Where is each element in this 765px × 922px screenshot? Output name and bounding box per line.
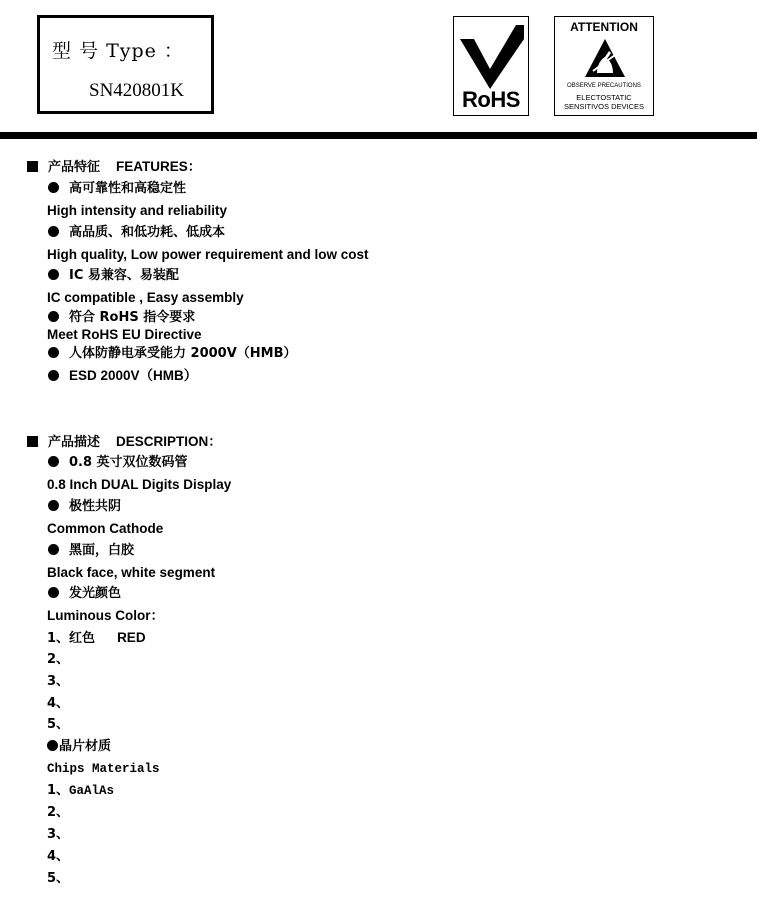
feature-item-en: Meet RoHS EU Directive: [47, 327, 202, 342]
bullet-icon: [48, 347, 59, 358]
color-item: 5、: [47, 717, 70, 732]
bullet-icon: [48, 587, 59, 598]
bullet-icon: [48, 456, 59, 467]
bullet-icon: [48, 544, 59, 555]
description-item-en: 0.8 Inch DUAL Digits Display: [47, 477, 232, 492]
description-item-cn: 0.8 英寸双位数码管: [48, 455, 188, 471]
feature-item-cn: IC 易兼容、易装配: [48, 268, 179, 284]
rohs-label: RoHS: [462, 87, 520, 112]
square-bullet-icon: [27, 436, 38, 447]
feature-item-cn: 高可靠性和高稳定性: [48, 181, 186, 197]
square-bullet-icon: [27, 161, 38, 172]
esd-observe-text: OBSERVE PRECAUTIONS: [567, 83, 641, 89]
feature-item-en: High quality, Low power requirement and low cost: [47, 247, 369, 262]
type-label: 型 号 Type ：: [52, 40, 184, 62]
type-box: [37, 15, 214, 114]
description-item-cn: 黑面，白胶: [48, 543, 134, 559]
chip-item: 2、: [47, 805, 70, 820]
feature-item-cn: ESD 2000V（HMB）: [48, 368, 197, 385]
description-item-cn: 发光颜色: [48, 586, 121, 602]
description-heading: 产品描述 DESCRIPTION：: [27, 434, 222, 451]
color-item: 2、: [47, 652, 70, 667]
chips-heading-en: Chips Materials: [47, 762, 160, 776]
chip-item: 1、GaAlAs: [47, 783, 115, 798]
color-item: 1、红色 RED: [47, 630, 146, 646]
esd-electostatic-text: ELECTOSTATIC: [576, 93, 632, 102]
chip-item: 3、: [47, 827, 70, 842]
color-item: 3、: [47, 674, 70, 689]
chip-item: 4、: [47, 849, 70, 864]
header-rule: [0, 132, 757, 139]
esd-warning-icon: [583, 37, 627, 79]
bullet-icon: [48, 500, 59, 511]
chip-item: 5、: [47, 871, 70, 886]
bullet-icon: [47, 740, 58, 751]
rohs-logo: [453, 16, 529, 116]
feature-item-en: IC compatible , Easy assembly: [47, 290, 244, 305]
description-item-en: Black face, white segment: [47, 565, 216, 580]
bullet-icon: [48, 182, 59, 193]
bullet-icon: [48, 269, 59, 280]
model-number: SN420801K: [89, 80, 185, 101]
esd-attention-logo: [554, 16, 654, 116]
bullet-icon: [48, 311, 59, 322]
features-heading: 产品特征 FEATURES：: [27, 159, 201, 176]
description-item-en: Common Cathode: [47, 521, 164, 536]
bullet-icon: [48, 370, 59, 381]
esd-title: ATTENTION: [570, 20, 638, 34]
color-item: 4、: [47, 696, 70, 711]
feature-item-en: High intensity and reliability: [47, 203, 228, 218]
feature-item-cn: 人体防静电承受能力 2000V（HMB）: [48, 346, 297, 362]
description-item-cn: 极性共阴: [48, 499, 121, 515]
description-item-en: Luminous Color：: [47, 608, 164, 623]
chips-heading-cn: 晶片材质: [47, 739, 111, 755]
feature-item-cn: 符合 RoHS 指令要求: [48, 310, 195, 326]
feature-item-cn: 高品质、和低功耗、低成本: [48, 225, 225, 241]
bullet-icon: [48, 226, 59, 237]
esd-sensitivos-text: SENSITIVOS DEVICES: [563, 102, 645, 111]
